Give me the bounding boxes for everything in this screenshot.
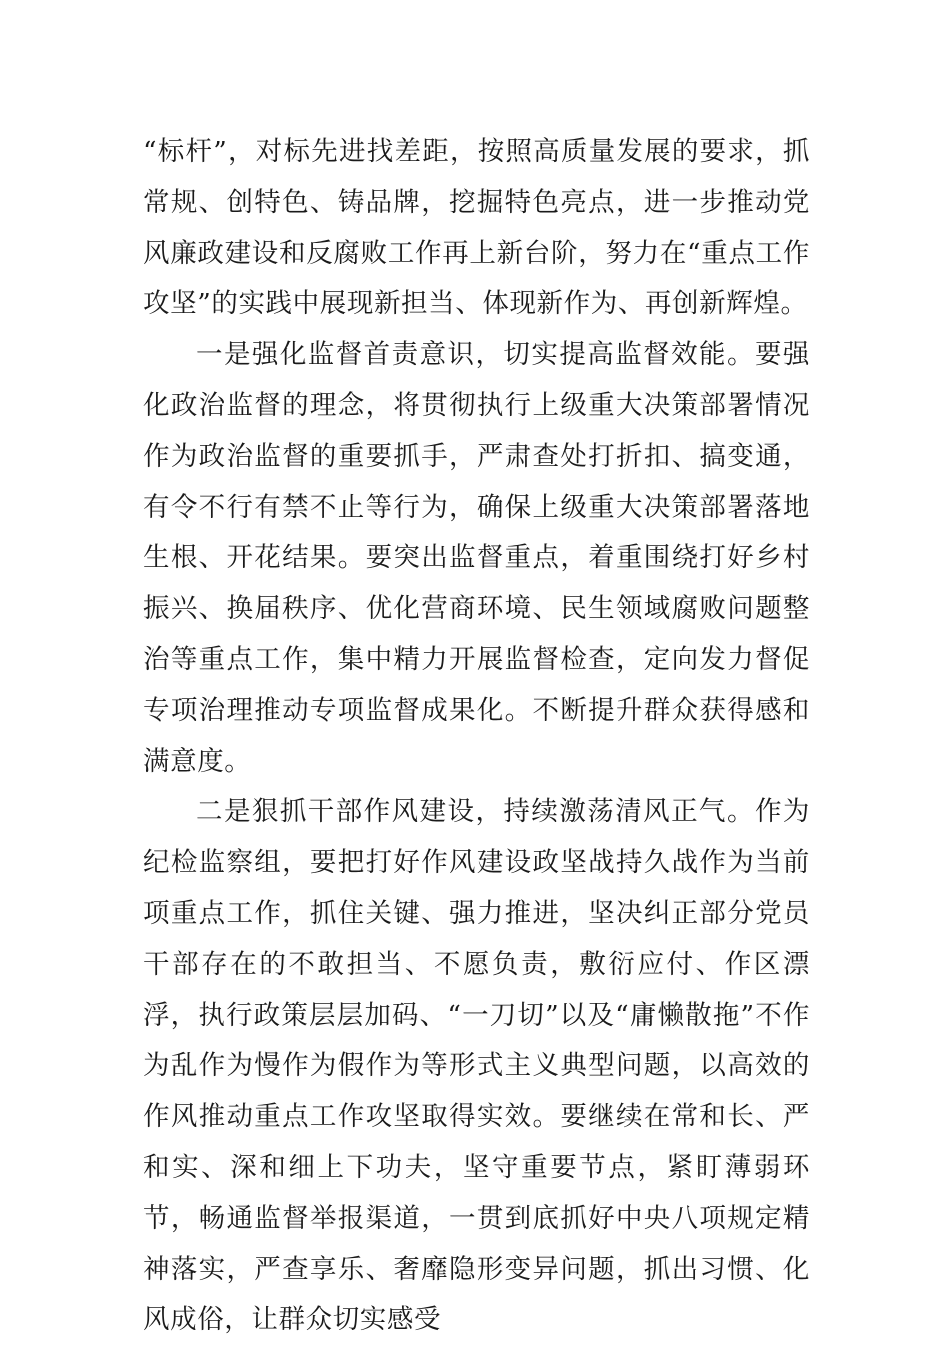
paragraph-supervision: 一是强化监督首责意识，切实提高监督效能。要强化政治监督的理念，将贯彻执行上级重大决策部署情况作为政治监督的重要抓手，严肃查处打折扣、搞变通，有令不行有禁不止等行为，确保上级重大决策部署落地生根、开花结果。要突出监督重点，着重围绕打好乡村振兴、换届秩序、优化营商环境、民生领域腐败问题整治等重点工作，集中精力开展监督检查，定向发力督促专项治理推动专项监督成果化。不断提升群众获得感和满意度。 xyxy=(143,339,810,777)
document-body xyxy=(143,127,810,1346)
paragraph-work-style: 二是狠抓干部作风建设，持续激荡清风正气。作为纪检监察组，要把打好作风建设政坚战持久战作为当前项重点工作，抓住关键、强力推进，坚决纠正部分党员干部存在的不敢担当、不愿负责，敷衍应付、作区漂浮，执行政策层层加码、“一刀切”以及“庸懒散拖”不作为乱作为慢作为假作为等形式主义典型问题，以高效的作风推动重点工作攻坚取得实效。要继续在常和长、严和实、深和细上下功夫，坚守重要节点，紧盯薄弱环节，畅通监督举报渠道，一贯到底抓好中央八项规定精神落实，严查享乐、奢靡隐形变异问题，抓出习惯、化风成俗，让群众切实感受 xyxy=(143,796,810,1336)
paragraph-continuation: “标杆”，对标先进找差距，按照高质量发展的要求，抓常规、创特色、铸品牌，挖掘特色亮点，进一步推动党风廉政建设和反腐败工作再上新台阶，努力在“重点工作攻坚”的实践中展现新担当、体现新作为、再创新辉煌。 xyxy=(143,136,810,320)
